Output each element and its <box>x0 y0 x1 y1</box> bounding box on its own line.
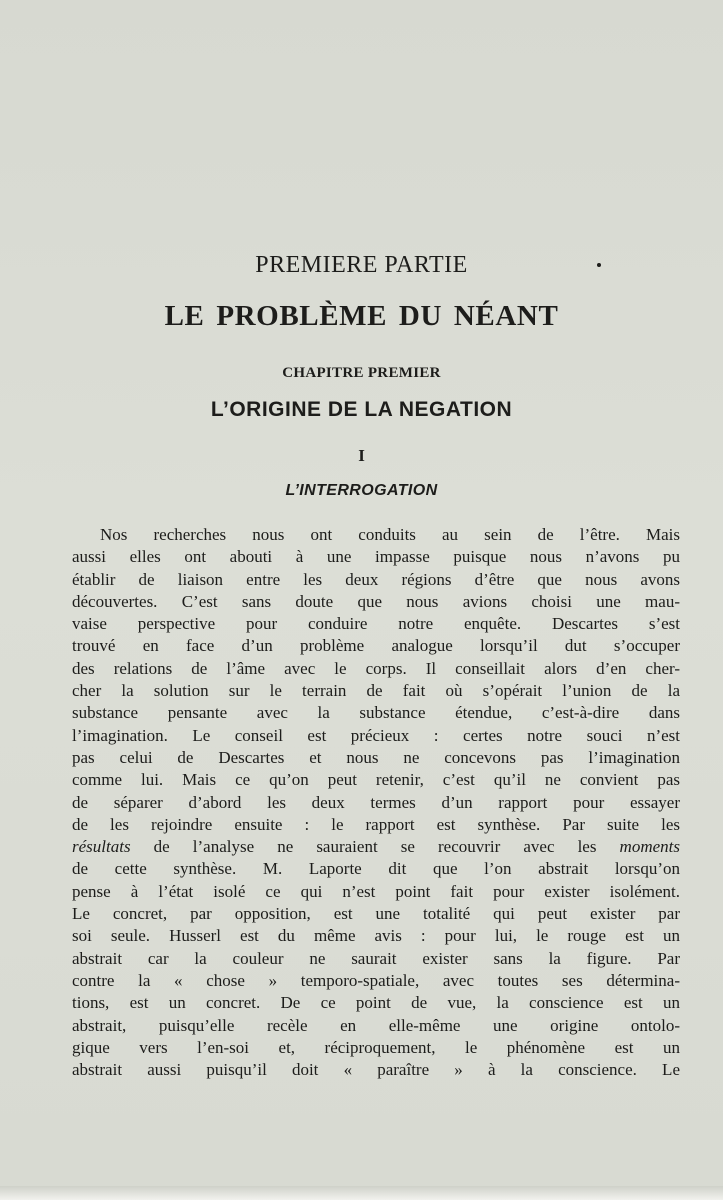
italic-term: résultats <box>72 837 131 857</box>
text-segment: aussi elles ont abouti à une impasse puisque nous n’avons pu <box>72 547 680 567</box>
text-segment: soi seule. Husserl est du même avis : pour lui, le rouge est un <box>72 926 680 946</box>
text-segment: pas celui de Descartes et nous ne concevons pas l’imagination <box>72 747 680 767</box>
text-line <box>72 814 680 836</box>
section-title: L’INTERROGATION <box>285 482 438 499</box>
text-line <box>72 1037 680 1059</box>
text-line <box>72 658 680 680</box>
chapter-label: CHAPITRE PREMIER <box>282 365 441 381</box>
text-segment: de cette synthèse. M. Laporte dit que l’on abstrait lorsqu’on <box>72 859 680 879</box>
text-segment: contre la « chose » temporo-spatiale, avec toutes ses détermina- <box>72 970 680 990</box>
text-line <box>72 992 680 1014</box>
part-title: PREMIERE PARTIE <box>255 252 468 278</box>
text-segment: découvertes. C’est sans doute que nous avions choisi une mau- <box>72 591 680 611</box>
text-line <box>72 702 680 724</box>
chapter-title: L’ORIGINE DE LA NEGATION <box>210 398 513 421</box>
text-segment: abstrait car la couleur ne saurait exister sans la figure. Par <box>72 948 680 968</box>
text-segment: de les rejoindre ensuite : le rapport est synthèse. Par suite les <box>72 814 680 834</box>
text-segment: tions, est un concret. De ce point de vue, la conscience est un <box>72 993 680 1013</box>
section-number: I <box>358 446 365 465</box>
text-segment: Le concret, par opposition, est une totalité qui peut exister par <box>72 904 680 924</box>
text-segment: vaise perspective pour conduire notre enquête. Descartes s’est <box>72 614 680 634</box>
text-line <box>72 769 680 791</box>
book-title: LE PROBLÈME DU NÉANT <box>164 300 559 332</box>
text-line <box>72 925 680 947</box>
text-line <box>72 1015 680 1037</box>
text-segment: l’imagination. Le conseil est précieux : certes notre souci n’est <box>72 725 680 745</box>
text-line <box>72 903 680 925</box>
text-segment: de l’analyse ne sauraient se recouvrir avec les <box>130 837 620 857</box>
text-line <box>72 747 680 769</box>
italic-term: moments <box>619 837 680 857</box>
text-segment: cher la solution sur le terrain de fait où s’opérait l’union de la <box>72 681 680 701</box>
text-segment: abstrait aussi puisqu’il doit « paraître » à la conscience. Le <box>72 1060 680 1080</box>
text-line <box>72 948 680 970</box>
text-line <box>72 725 680 747</box>
page-bottom-edge <box>0 1186 723 1200</box>
text-line <box>72 591 680 613</box>
text-line <box>72 858 680 880</box>
text-segment: pense à l’état isolé ce qui n’est point fait pour exister isolément. <box>72 881 680 901</box>
text-segment: trouvé en face d’un problème analogue lorsqu’il dut s’occuper <box>72 636 680 656</box>
text-segment: des relations de l’âme avec le corps. Il conseillait alors d’en cher- <box>72 658 680 678</box>
text-line <box>72 881 680 903</box>
text-segment: comme lui. Mais ce qu’on peut retenir, c’est qu’il ne convient pas <box>72 770 680 790</box>
text-segment: substance pensante avec la substance étendue, c’est-à-dire dans <box>72 703 680 723</box>
text-segment: établir de liaison entre les deux régions d’être que nous avons <box>72 569 680 589</box>
text-segment: Nos recherches nous ont conduits au sein de l’être. Mais <box>100 525 680 544</box>
text-segment: abstrait, puisqu’elle recèle en elle-même une origine ontolo- <box>72 1015 680 1035</box>
text-line <box>72 680 680 702</box>
text-line <box>72 836 680 858</box>
text-line <box>72 569 680 591</box>
text-line <box>72 524 680 546</box>
text-line <box>72 635 680 657</box>
text-line <box>72 792 680 814</box>
text-line <box>72 613 680 635</box>
text-segment: de séparer d’abord les deux termes d’un rapport pour essayer <box>72 792 680 812</box>
text-segment: gique vers l’en-soi et, réciproquement, le phénomène est un <box>72 1037 680 1057</box>
body-text <box>72 524 680 1081</box>
text-line <box>72 546 680 568</box>
text-line <box>72 1059 680 1081</box>
text-line <box>72 970 680 992</box>
